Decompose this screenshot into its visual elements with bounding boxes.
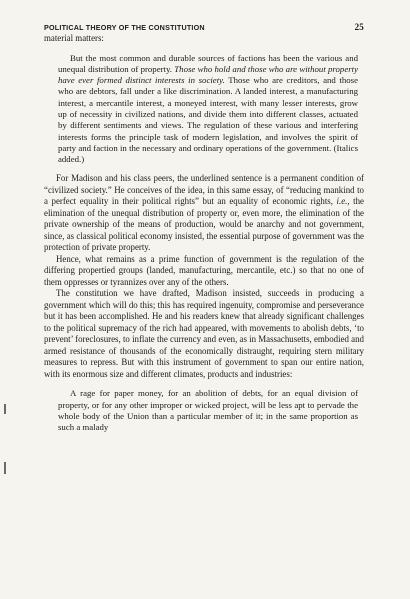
quote-paragraph — [58, 53, 358, 166]
italic-text: i.e., — [336, 196, 350, 207]
page-body — [44, 33, 364, 442]
italic-text: Those who hold and those who are without property have ever formed distinct interests in society. — [58, 63, 359, 86]
quote-paragraph: A rage for paper money, for an abolition of debts, for an equal division of property, or for any other improper or wicked project, will be less apt to pervade the whole body of the Union than a particular member of it; in the same proportion as such a malady — [58, 388, 358, 433]
paragraph: The constitution we have drafted, Madison insisted, succeeds in producing a government which will do this; this has required ingenuity, compromise and perseverance but it has been accomplished. He and his readers knew that already significant challenges to the political supremacy of the rich had appeared, with movements to abolish debts, ‘to prevent’ foreclosures, to inflate the currency and even, as in Massachusetts, embodied and armed resistance of thousands of the economically distraught, requiring stern military measures to repress. But with this instrument of government to span our entire nation, with its enormous size and different climates, products and industries: — [44, 288, 364, 379]
paragraph — [44, 173, 364, 254]
paragraph: Hence, what remains as a prime function of government is the regulation of the differing propertied groups (landed, manufacturing, mercantile, etc.) so that no one of them oppresses or tyrannizes over any of the others. — [44, 253, 364, 287]
paragraph-text: For Madison and his class peers, the underlined sentence is a permanent condition of “civilized society.” He conceives of the idea, in this same essay, of “reducing mankind to a perfect equality in their political rights” but an equality of economic rights, — [44, 173, 364, 207]
margin-mark — [4, 462, 6, 474]
block-quote-1 — [58, 53, 358, 166]
intro-line: material matters: — [44, 33, 104, 43]
margin-mark — [4, 404, 6, 414]
paragraph-text: the elimination of the unequal distribution of property or, even more, the elimination of the private ownership of the means of production, would be anarchy and not government, since, as classical political economy insisted, the essential purpose of government was the protection of private property. — [44, 196, 364, 253]
running-title: POLITICAL THEORY OF THE CONSTITUTION — [44, 23, 205, 32]
page-number: 25 — [354, 22, 364, 32]
block-quote-2 — [58, 388, 358, 433]
running-header — [44, 22, 364, 32]
quote-text: But the most common and durable sources of factions has been the various and unequal distribution of property. — [58, 52, 358, 74]
quote-text: Those who are creditors, and those who are debtors, fall under a like discrimination. A landed interest, a manufacturing interest, a mercantile interest, a moneyed interest, with many lesser interests, grow up of necessity in civilized nations, and divide them into different classes, actuated by different sentiments and views. The regulation of these various and interfering interests forms the principle task of modern legislation, and involves the spirit of party and faction in the necessary and ordinary operations of the government. (Italics added.) — [58, 75, 358, 165]
